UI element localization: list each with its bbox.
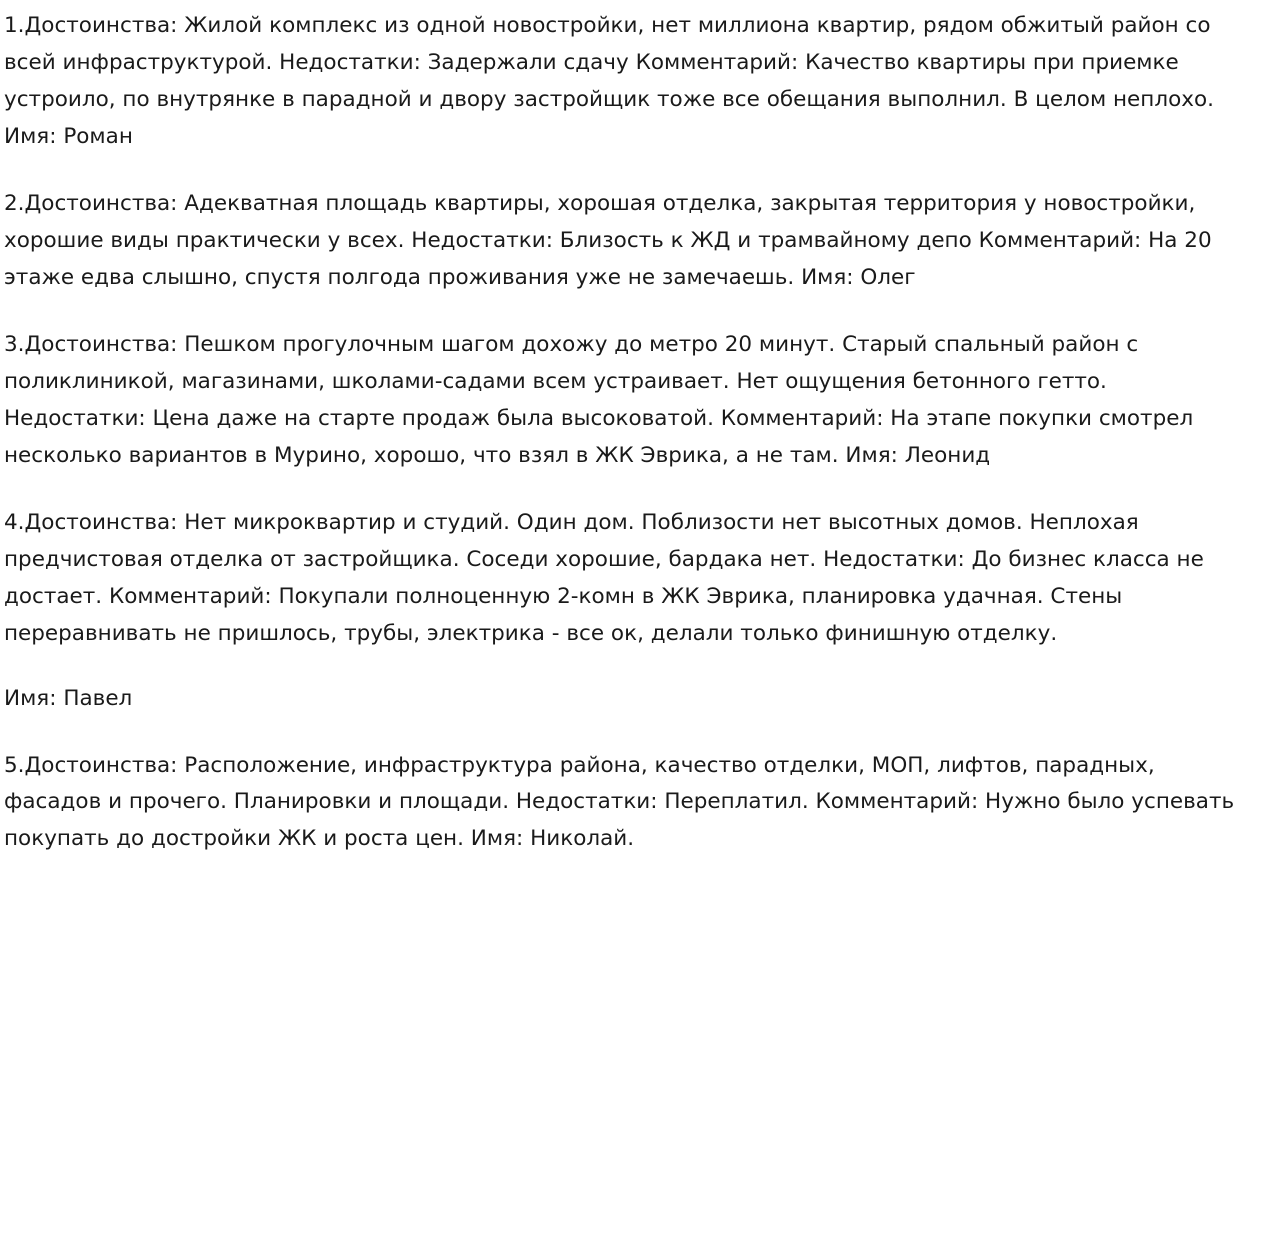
review-item: 3.Достоинства: Пешком прогулочным шагом дохожу до метро 20 минут. Старый спальный район с поликлиникой, магазинами, школами-садами всем устраивает. Нет ощущения бетонного гетто. Недостатки: Цена даже на старте продаж была высоковатой. Комментарий: На этапе покупки смотрел несколько вариантов в Мурино, хорошо, что взял в ЖК Эврика, а не там. Имя: Леонид	[4, 331, 1194, 468]
review-item: 4.Достоинства: Нет микроквартир и студий. Один дом. Поблизости нет высотных домов. Неплохая предчистовая отделка от застройщика. Соседи хорошие, бардака нет. Недостатки: До бизнес класса не достает. Комментарий: Покупали полноценную 2-комн в ЖК Эврика, планировка удачная. Стены переравнивать не пришлось, трубы, электрика - все ок, делали только финишную отделку.	[4, 509, 1204, 646]
review-item: 2.Достоинства: Адекватная площадь квартиры, хорошая отделка, закрытая территория у новостройки, хорошие виды практически у всех. Недостатки: Близость к ЖД и трамвайному депо Комментарий: На 20 этаже едва слышно, спустя полгода проживания уже не замечаешь. Имя: Олег	[4, 190, 1212, 290]
review-author-line: Имя: Павел	[4, 685, 133, 711]
review-item: 1.Достоинства: Жилой комплекс из одной новостройки, нет миллиона квартир, рядом обжитый район со всей инфраструктурой. Недостатки: Задержали сдачу Комментарий: Качество квартиры при приемке устроило, по внутрянке в парадной и двору застройщик тоже все обещания выполнил. В целом неплохо. Имя: Роман	[4, 13, 1214, 149]
review-item: 5.Достоинства: Расположение, инфраструктура района, качество отделки, МОП, лифтов, парадных, фасадов и прочего. Планировки и площади. Недостатки: Переплатил. Комментарий: Нужно было успевать покупать до достройки ЖК и роста цен. Имя: Николай.	[4, 752, 1235, 852]
